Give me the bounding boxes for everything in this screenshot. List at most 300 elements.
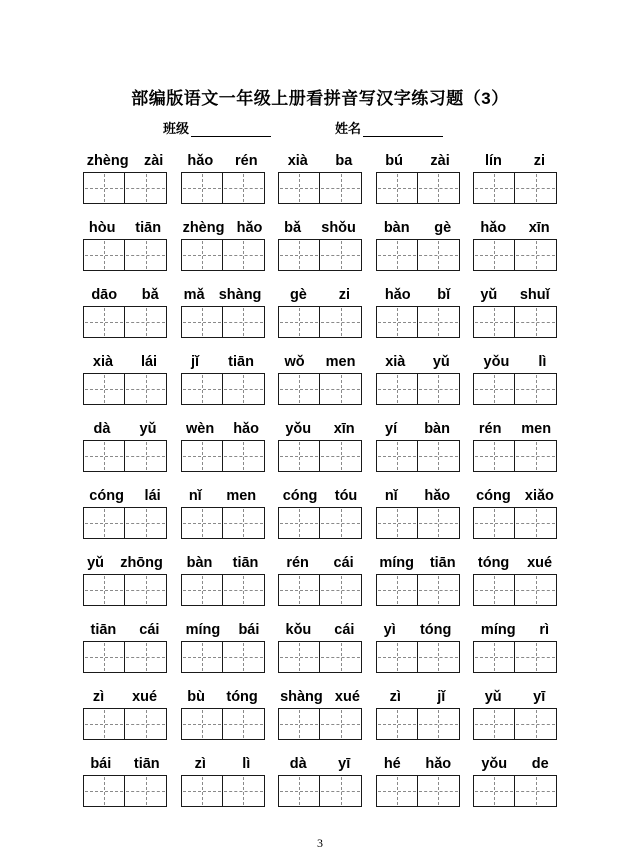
writing-box [320,306,362,338]
word-cell [469,283,561,338]
pinyin-syllable: xué [132,689,158,705]
pinyin-syllable: yí [385,421,398,437]
word-cell [372,216,464,271]
word-cell [372,417,464,472]
pinyin-syllable: zài [143,153,164,169]
writing-box [376,775,418,807]
word-cell [79,149,171,204]
writing-box [376,574,418,606]
pinyin-syllable: bǐ [437,287,451,303]
pinyin-syllable: hǎo [384,287,411,303]
writing-box-pair [376,641,460,673]
writing-box [515,641,557,673]
writing-box [418,708,460,740]
pinyin-syllable: xīn [333,421,355,437]
writing-box [515,574,557,606]
writing-box [83,507,125,539]
writing-box [223,440,265,472]
pinyin-label [79,484,171,504]
writing-box [83,775,125,807]
writing-box-pair [473,708,557,740]
writing-box-pair [278,507,362,539]
writing-box [181,708,223,740]
word-cell [79,618,171,673]
pinyin-label [372,283,464,303]
writing-box [320,775,362,807]
name-field [335,118,443,137]
writing-box-pair [83,440,167,472]
writing-box [223,507,265,539]
pinyin-syllable: bǎ [284,220,302,236]
pinyin-syllable: zì [389,689,401,705]
writing-box [418,172,460,204]
pinyin-syllable: dà [289,756,307,772]
pinyin-syllable: rén [286,555,309,571]
pinyin-label [177,216,269,236]
pinyin-label [79,350,171,370]
writing-box [181,507,223,539]
pinyin-syllable: hǎo [187,153,214,169]
pinyin-syllable: gè [434,220,452,236]
page-number: 3 [317,836,323,850]
writing-box [125,641,167,673]
writing-box-pair [473,373,557,405]
pinyin-syllable: men [325,354,356,370]
pinyin-syllable: tiān [429,555,456,571]
writing-box-pair [83,574,167,606]
writing-box [223,641,265,673]
pinyin-syllable: zi [533,153,546,169]
pinyin-syllable: bàn [424,421,450,437]
writing-box [125,373,167,405]
writing-box [418,440,460,472]
writing-box-pair [376,373,460,405]
pinyin-syllable: lì [538,354,547,370]
pinyin-syllable: yī [533,689,546,705]
pinyin-syllable: xià [385,354,406,370]
writing-box-pair [473,574,557,606]
pinyin-syllable: tiān [232,555,259,571]
word-cell [469,618,561,673]
writing-box-pair [278,708,362,740]
writing-box [376,507,418,539]
pinyin-label [177,618,269,638]
writing-box [181,574,223,606]
pinyin-syllable: hé [383,756,401,772]
pinyin-syllable: lín [484,153,502,169]
pinyin-syllable: lái [140,354,158,370]
word-cell [79,752,171,807]
pinyin-syllable: jǐ [191,354,200,370]
pinyin-syllable: bái [238,622,260,638]
pinyin-label [469,551,561,571]
pinyin-syllable: zhōng [120,555,163,571]
pinyin-syllable: cái [334,622,355,638]
writing-box-pair [473,239,557,271]
word-cell [469,484,561,539]
pinyin-syllable: tiān [90,622,117,638]
writing-box-pair [181,574,265,606]
word-row [79,484,561,539]
pinyin-label [372,417,464,437]
writing-box [418,239,460,271]
pinyin-syllable: zì [92,689,105,705]
word-cell [79,484,171,539]
pinyin-syllable: bú [385,153,403,169]
writing-box [83,708,125,740]
writing-box [376,641,418,673]
word-row [79,216,561,271]
word-cell [177,618,269,673]
pinyin-syllable: de [531,756,549,772]
pinyin-syllable: dāo [91,287,118,303]
pinyin-syllable: lái [144,488,161,504]
pinyin-syllable: hǎo [424,488,451,504]
writing-box [83,172,125,204]
pinyin-syllable: mǎ [183,287,205,303]
pinyin-label [274,350,366,370]
pinyin-syllable: tiān [133,756,160,772]
pinyin-syllable: yī [338,756,351,772]
pinyin-syllable: zhèng [182,220,225,236]
writing-box [376,440,418,472]
word-cell [274,149,366,204]
writing-box [181,775,223,807]
writing-box [418,641,460,673]
writing-box [83,574,125,606]
writing-box [278,775,320,807]
class-label: 班级 [163,121,190,136]
pinyin-syllable: cái [333,555,354,571]
pinyin-label [469,752,561,772]
writing-box [515,306,557,338]
pinyin-syllable: bàn [186,555,213,571]
writing-box [278,641,320,673]
pinyin-syllable: míng [480,622,516,638]
name-blank-line [363,123,443,137]
word-row [79,283,561,338]
writing-box [473,239,515,271]
pinyin-syllable: xué [527,555,553,571]
writing-box [418,775,460,807]
pinyin-label [469,685,561,705]
pinyin-syllable: jǐ [437,689,446,705]
word-cell [79,685,171,740]
pinyin-label [177,350,269,370]
word-cell [469,551,561,606]
pinyin-syllable: gè [289,287,307,303]
word-cell [274,618,366,673]
pinyin-syllable: yǒu [483,354,510,370]
word-cell [177,484,269,539]
writing-box [181,172,223,204]
pinyin-label [372,216,464,236]
pinyin-syllable: tóu [334,488,358,504]
writing-box-pair [83,373,167,405]
word-row [79,618,561,673]
name-label: 姓名 [335,121,362,136]
writing-box-pair [278,574,362,606]
pinyin-label [469,417,561,437]
word-cell [177,350,269,405]
pinyin-syllable: ba [335,153,353,169]
writing-box [278,306,320,338]
writing-box [125,440,167,472]
pinyin-syllable: tóng [226,689,258,705]
pinyin-syllable: zì [194,756,206,772]
pinyin-label [274,551,366,571]
word-cell [469,149,561,204]
word-cell [79,551,171,606]
writing-box [125,708,167,740]
pinyin-syllable: shàng [280,689,323,705]
pinyin-syllable: yǔ [432,354,450,370]
writing-box-pair [83,708,167,740]
writing-box-pair [83,239,167,271]
word-cell [79,283,171,338]
pinyin-label [274,216,366,236]
pinyin-syllable: yǒu [285,421,312,437]
writing-box [181,641,223,673]
pinyin-label [177,149,269,169]
writing-box-pair [376,239,460,271]
word-row [79,417,561,472]
pinyin-syllable: hǎo [425,756,452,772]
writing-box [181,440,223,472]
word-cell [469,752,561,807]
pinyin-syllable: míng [379,555,415,571]
word-cell [372,283,464,338]
writing-box [125,172,167,204]
writing-box-pair [376,507,460,539]
writing-box [278,239,320,271]
writing-box [125,574,167,606]
writing-box [320,172,362,204]
writing-box-pair [278,641,362,673]
word-cell [274,551,366,606]
word-cell [469,350,561,405]
writing-box [181,239,223,271]
writing-box-pair [181,775,265,807]
pinyin-syllable: yǔ [480,287,498,303]
writing-box [473,641,515,673]
pinyin-label [79,149,171,169]
word-cell [469,685,561,740]
writing-box [223,708,265,740]
writing-box [473,574,515,606]
word-cell [372,685,464,740]
writing-box-pair [376,574,460,606]
writing-box [223,172,265,204]
pinyin-label [79,216,171,236]
writing-box [320,239,362,271]
writing-box-pair [376,440,460,472]
pinyin-label [469,484,561,504]
writing-box-pair [83,641,167,673]
pinyin-syllable: yǔ [484,689,502,705]
writing-box-pair [278,440,362,472]
word-cell [177,417,269,472]
pinyin-syllable: kǒu [285,622,312,638]
writing-box [278,373,320,405]
pinyin-label [79,551,171,571]
writing-box-pair [181,641,265,673]
pinyin-syllable: tiān [135,220,162,236]
writing-box-pair [83,306,167,338]
pinyin-label [79,417,171,437]
word-cell [469,417,561,472]
writing-box [320,373,362,405]
writing-box-pair [473,306,557,338]
writing-box-pair [376,708,460,740]
pinyin-label [177,752,269,772]
pinyin-label [79,283,171,303]
pinyin-syllable: shǒu [321,220,356,236]
writing-box-pair [278,306,362,338]
pinyin-syllable: hòu [88,220,116,236]
writing-box [515,775,557,807]
writing-box [125,239,167,271]
writing-box [418,574,460,606]
word-cell [79,417,171,472]
pinyin-label [177,283,269,303]
pinyin-label [274,149,366,169]
writing-box [125,306,167,338]
writing-box [83,440,125,472]
pinyin-syllable: zài [430,153,450,169]
pinyin-syllable: xué [334,689,360,705]
pinyin-syllable: xiǎo [524,488,554,504]
pinyin-syllable: men [226,488,257,504]
pinyin-syllable: hǎo [236,220,263,236]
pinyin-syllable: shuǐ [519,287,550,303]
pinyin-label [79,618,171,638]
pinyin-syllable: cóng [476,488,511,504]
pinyin-label [469,216,561,236]
writing-box [418,507,460,539]
pinyin-label [372,618,464,638]
writing-box [125,775,167,807]
pinyin-syllable: xīn [528,220,550,236]
writing-box-pair [473,172,557,204]
pinyin-label [372,685,464,705]
pinyin-label [274,685,366,705]
pinyin-label [177,551,269,571]
word-cell [372,350,464,405]
pinyin-syllable: zhèng [86,153,129,169]
writing-box-pair [278,373,362,405]
writing-box [418,306,460,338]
writing-box [223,775,265,807]
pinyin-syllable: tóng [477,555,510,571]
writing-box [278,507,320,539]
writing-box [515,440,557,472]
word-cell [274,283,366,338]
word-cell [372,149,464,204]
writing-box-pair [473,507,557,539]
writing-box-pair [181,440,265,472]
word-cell [372,551,464,606]
writing-box [473,373,515,405]
writing-box-pair [83,172,167,204]
page-title: 部编版语文一年级上册看拼音写汉字练习题（3） [131,89,509,108]
word-cell [469,216,561,271]
pinyin-syllable: lì [242,756,251,772]
word-row [79,685,561,740]
pinyin-syllable: hǎo [233,421,259,437]
pinyin-syllable: shàng [218,287,262,303]
pinyin-syllable: yǔ [87,555,105,571]
writing-box [278,574,320,606]
pinyin-syllable: bàn [383,220,410,236]
pinyin-syllable: xià [92,354,114,370]
pinyin-syllable: bù [187,689,205,705]
writing-box [83,641,125,673]
word-cell [177,551,269,606]
pinyin-syllable: bǎ [141,287,159,303]
writing-box [418,373,460,405]
word-rows [79,149,561,807]
pinyin-syllable: men [521,421,552,437]
pinyin-syllable: hǎo [480,220,507,236]
writing-box [320,574,362,606]
writing-box [515,507,557,539]
writing-box [515,373,557,405]
pinyin-label [469,283,561,303]
word-cell [274,350,366,405]
pinyin-syllable: zi [338,287,351,303]
pinyin-label [274,618,366,638]
writing-box [515,172,557,204]
pinyin-label [372,149,464,169]
word-cell [372,484,464,539]
writing-box [515,708,557,740]
pinyin-syllable: rì [539,622,550,638]
writing-box [473,306,515,338]
writing-box-pair [473,775,557,807]
pinyin-syllable: wǒ [284,354,305,370]
pinyin-label [177,417,269,437]
word-cell [372,752,464,807]
writing-box-pair [278,239,362,271]
pinyin-syllable: nǐ [384,488,398,504]
writing-box-pair [376,172,460,204]
writing-box [223,306,265,338]
writing-box-pair [376,306,460,338]
pinyin-syllable: xià [287,153,308,169]
pinyin-label [469,149,561,169]
pinyin-label [372,350,464,370]
writing-box-pair [181,239,265,271]
writing-box [83,306,125,338]
pinyin-syllable: tóng [419,622,452,638]
writing-box [376,172,418,204]
class-blank-line [191,123,271,137]
word-cell [79,350,171,405]
word-cell [177,283,269,338]
pinyin-syllable: yǔ [139,421,157,437]
writing-box-pair [181,306,265,338]
pinyin-label [177,685,269,705]
word-cell [274,484,366,539]
pinyin-label [372,484,464,504]
writing-box [278,708,320,740]
pinyin-label [469,350,561,370]
word-cell [177,216,269,271]
student-info-line [163,121,640,137]
writing-box [320,708,362,740]
pinyin-syllable: wèn [186,421,215,437]
